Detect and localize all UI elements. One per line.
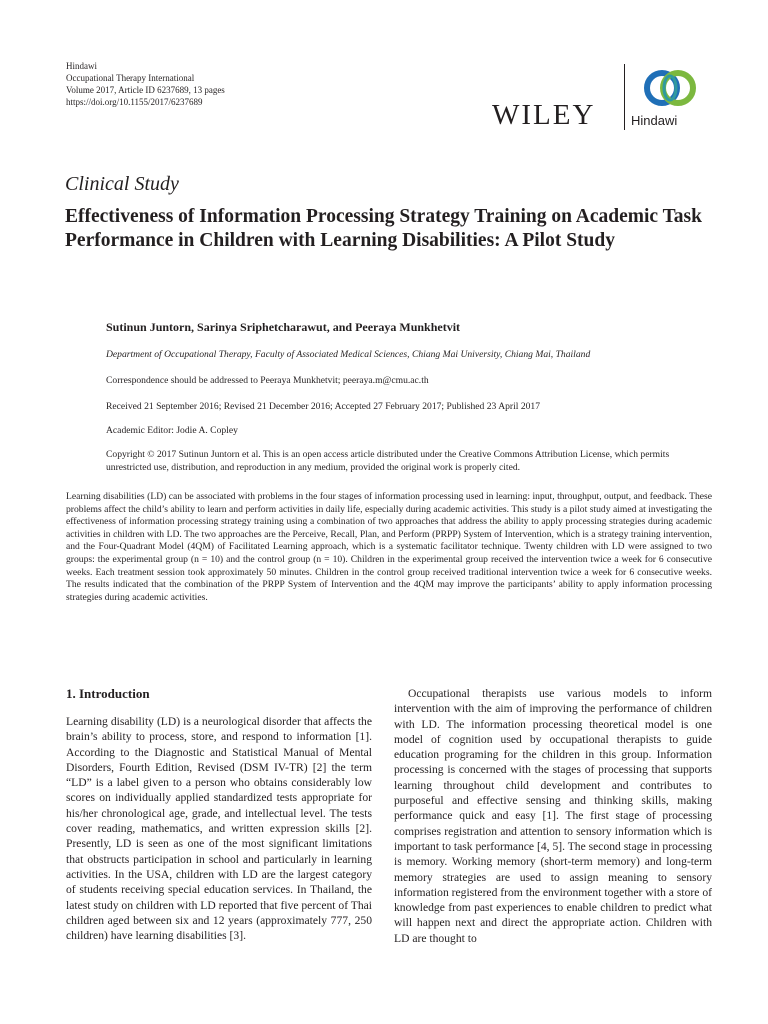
journal-name: Occupational Therapy International	[66, 73, 195, 83]
body-column-left	[66, 714, 372, 943]
abstract: Learning disabilities (LD) can be associated with problems in the four stages of information processing used in learning: input, throughput, output, and feedback. These problems affect the child’s ability to learn and perform activities in daily life, especially during academic activities. This study is a pilot study aimed at investigating the effectiveness of information processing strategy training using a combination of two approaches that address the ability to apply processing strategies during academic activities in children with LD. The two approaches are the Perceive, Recall, Plan, and Perform (PRPP) System of Intervention, which is a strategy training intervention, and the Four-Quadrant Model (4QM) of Facilitated Learning approach, which is a systematic facilitator technique. Twenty children with LD were assigned to two groups: the experimental group (n = 10) and the control group (n = 10). Children in the experimental group received the intervention twice a week for 6 consecutive weeks. Each treatment session took approximately 50 minutes. Children in the control group received traditional intervention twice a week for 6 consecutive weeks. The results indicated that the combination of the PRPP System of Intervention and the 4QM may improve the participants’ ability to apply information processing strategies during academic activities.	[66, 491, 712, 603]
correspondence-line: Correspondence should be addressed to Peeraya Munkhetvit; peeraya.m@cmu.ac.th	[106, 375, 429, 386]
hindawi-logo-text: Hindawi	[631, 113, 678, 128]
article-type: Clinical Study	[65, 173, 179, 195]
article-title: Effectiveness of Information Processing Strategy Training on Academic Task Performance in Children with Learning Disabilities: A Pilot Study	[65, 206, 702, 251]
intro-paragraph-2: Occupational therapists use various models to inform intervention with the aim of improving the performance of children with LD. The information processing theoretical model is one model of cognition used by occupational therapists to guide education programing for the children in this group. Information processing is concerned with the stages of processing that supports learning throughout child development and contributes to purposeful and effective sensing and thinking skills, making performance quick and easy [1]. The first stage of processing comprises registration and attention to sensory information which is important to task performance [4, 5]. The second stage in processing is memory. Working memory (short-term memory) and long-term memory strategies are used to assign meaning to sensory information registered from the environment together with a store of knowledge from past experiences to enable children to predict what will happen next and direct the appropriate action. Children with LD are thought to	[394, 687, 712, 945]
copyright-notice: Copyright © 2017 Sutinun Juntorn et al. This is an open access article distributed under the Creative Commons Attribution License, which permits unrestricted use, distribution, and reproduction in any medium, provided the original work is properly cited.	[106, 449, 670, 473]
volume-info: Volume 2017, Article ID 6237689, 13 pages	[66, 85, 225, 95]
hindawi-rings-icon	[640, 66, 700, 112]
journal-metadata	[66, 60, 225, 108]
dates-line: Received 21 September 2016; Revised 21 December 2016; Accepted 27 February 2017; Published 23 April 2017	[106, 401, 541, 412]
body-column-right	[394, 686, 712, 946]
publisher-logo	[492, 64, 712, 134]
wiley-logo-text: WILEY	[492, 99, 596, 131]
logo-divider	[624, 64, 625, 130]
section-heading: 1. Introduction	[66, 686, 150, 701]
author-list: Sutinun Juntorn, Sarinya Sriphetcharawut, and Peeraya Munkhetvit	[106, 320, 461, 334]
intro-paragraph-1: Learning disability (LD) is a neurological disorder that affects the brain’s ability to process, store, and respond to information [1]. According to the Diagnostic and Statistical Manual of Mental Disorders, Fourth Edition, Revised (DSM IV-TR) [2] the term “LD” is a label given to a person who obtains considerably low scores on individually applied standardized tests appropriate for his/her chronological age, grade, and intellectual level. The tests cover reading, mathematics, and written expression skills [2]. Presently, LD is seen as one of the most significant limitations that obstructs participation in school and particularly in learning activities. In the USA, children with LD are the largest category of students receiving special education services. In Thailand, the latest study on children with LD reported that five percent of Thai children aged between six and 12 years (approximately 777, 250 children) have learning disabilities [3].	[66, 715, 372, 943]
academic-editor: Academic Editor: Jodie A. Copley	[106, 425, 238, 436]
publisher-name: Hindawi	[66, 61, 97, 71]
doi-link[interactable]: https://doi.org/10.1155/2017/6237689	[66, 97, 203, 107]
affiliation: Department of Occupational Therapy, Faculty of Associated Medical Sciences, Chiang Mai University, Chiang Mai, Thailand	[106, 349, 591, 360]
